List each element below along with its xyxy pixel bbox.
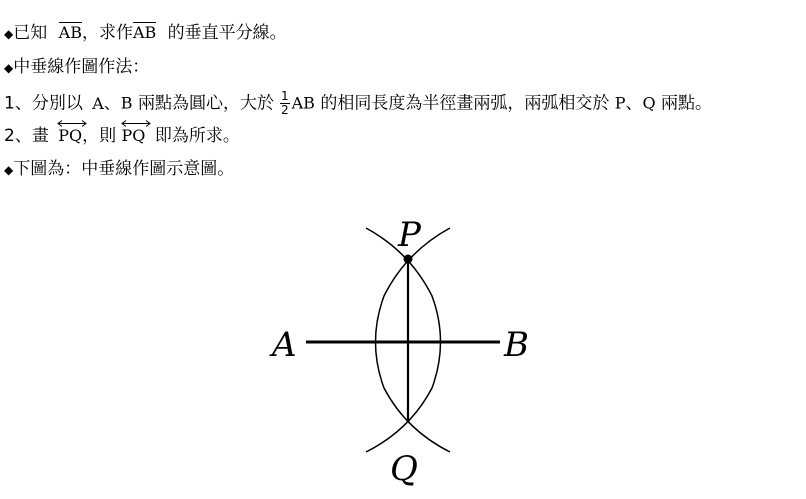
segment-ab-plain: AB xyxy=(291,93,315,113)
bullet-icon: ◆ xyxy=(4,163,14,177)
step-1-mid-text: 兩點為圓心，大於 xyxy=(137,93,274,114)
given-pre-text: 已知 xyxy=(13,23,48,43)
step-1-mid2-text: 的相同長度為半徑畫兩弧，兩弧相交於 xyxy=(320,93,610,114)
step-2-pre-text: 畫 xyxy=(31,126,49,146)
step-1-pre-text: 分別以 xyxy=(31,93,83,114)
label-a: A xyxy=(272,325,297,365)
step-1-sep: 、 xyxy=(103,93,121,114)
point-b-label: B xyxy=(120,93,133,113)
given-mid-text: ，求作 xyxy=(81,23,133,43)
method-heading-text: 中垂線作圖作法： xyxy=(13,57,150,77)
point-p-label: P xyxy=(614,93,626,113)
arc-from-a xyxy=(366,228,441,452)
bullet-icon: ◆ xyxy=(4,61,14,75)
label-p: P xyxy=(398,215,421,255)
given-post-text: 的垂直平分線。 xyxy=(167,23,287,43)
segment-ab-label: AB xyxy=(58,23,82,42)
step-1-post-text: 兩點。 xyxy=(661,93,713,114)
step-2-mid-text: ，則 xyxy=(82,126,117,146)
point-p-dot xyxy=(404,255,413,264)
line-pq-label: PQ xyxy=(58,126,83,145)
step-1-number: 1、 xyxy=(4,93,32,114)
label-q: Q xyxy=(390,449,418,489)
step-2-number: 2、 xyxy=(4,126,32,146)
step-2-post-text: 即為所求。 xyxy=(154,126,240,146)
fraction-numerator: 1 xyxy=(280,89,289,103)
arc-from-b xyxy=(376,228,451,452)
step-1-sep-2: 、 xyxy=(625,93,643,114)
fraction-denominator: 2 xyxy=(280,103,289,117)
point-a-label: A xyxy=(92,93,104,113)
label-b: B xyxy=(504,325,529,365)
diagram-caption-text: 下圖為：中垂線作圖示意圖。 xyxy=(13,159,235,179)
point-q-label: Q xyxy=(642,93,656,113)
line-pq-label-2: PQ xyxy=(121,126,146,145)
bullet-icon: ◆ xyxy=(4,27,14,41)
segment-ab-label-2: AB xyxy=(132,23,157,42)
